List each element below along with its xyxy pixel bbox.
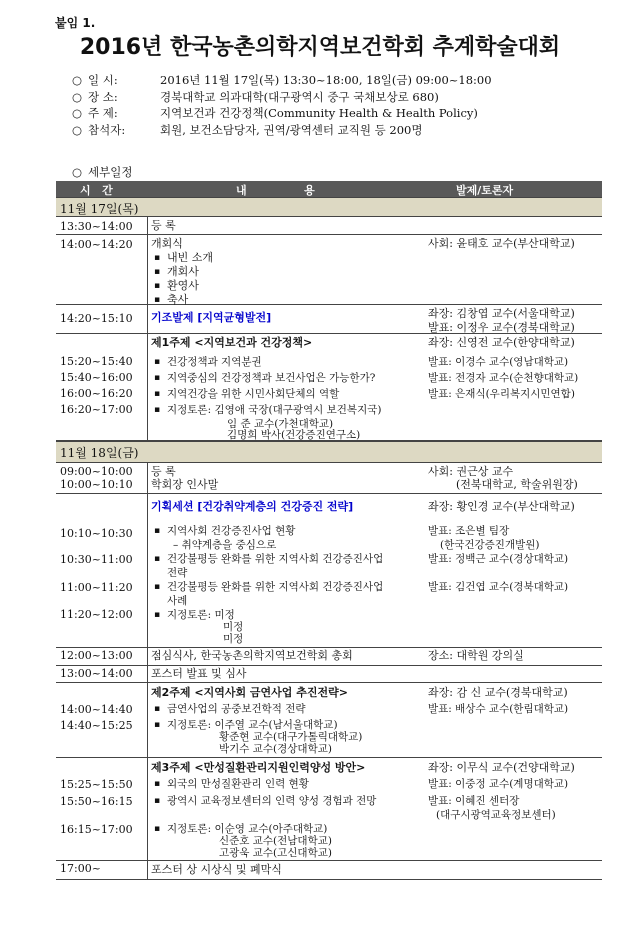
chair: 좌장: 이무식 교수(건양대학교) bbox=[428, 761, 575, 774]
chair: 좌장: 감 신 교수(경북대학교) bbox=[428, 686, 568, 699]
session-title: 기획세션 [건강취약계층의 건강증진 전략] bbox=[151, 500, 354, 513]
discussant: 신준호 교수(전남대학교) bbox=[219, 835, 332, 847]
detail-label: 세부일정 bbox=[88, 165, 133, 179]
day-header-1: 11월 17일(목) bbox=[56, 197, 602, 217]
row-speaker: 장소: 대학원 강의실 bbox=[428, 649, 524, 662]
discussants: ▪ 지정토론: 이주열 교수(남서울대학교) bbox=[151, 718, 419, 732]
row-time: 17:00~ bbox=[60, 862, 101, 875]
session-title: 제1주제 <지역보건과 건강정책> bbox=[151, 336, 313, 349]
list-item: ▪ 축사 bbox=[151, 293, 419, 307]
discussant: 김명희 박사(건강증진연구소) bbox=[227, 429, 361, 441]
row-time: 13:00~14:00 bbox=[60, 667, 133, 680]
row-time: 14:00~14:40 bbox=[60, 703, 133, 716]
list-item: ▪ 건강불평등 완화를 위한 지역사회 건강증진사업 전략 bbox=[151, 552, 419, 580]
presenter: 발표: 배상수 교수(한림대학교) bbox=[428, 703, 569, 715]
discussant: 황준현 교수(대구가톨릭대학교) bbox=[219, 731, 363, 743]
list-item: ▪ 지역사회 건강증진사업 현황 – 취약계층을 중심으로 bbox=[151, 524, 419, 552]
opening-list bbox=[151, 251, 419, 307]
row-time: 15:20~15:40 bbox=[60, 355, 133, 368]
presenter: 발표: 조은별 팀장 (한국건강증진개발원) bbox=[428, 525, 540, 551]
discussants: ▪ 지정토론: 김영애 국장(대구광역시 보건복지국) bbox=[151, 403, 419, 417]
circle-bullet: ○ bbox=[72, 89, 83, 104]
detail-schedule-heading bbox=[72, 164, 132, 180]
list-item: ▪ 건강정책과 지역분권 bbox=[151, 355, 419, 369]
row-content bbox=[151, 237, 419, 307]
row-time: 11:20~12:00 bbox=[60, 608, 133, 621]
row-time: 15:40~16:00 bbox=[60, 371, 133, 384]
list-item: ▪ 개회사 bbox=[151, 265, 419, 279]
header-content: 내 용 bbox=[236, 184, 315, 197]
discussant: 미정 bbox=[223, 621, 244, 633]
time-line: 10:00~10:10 bbox=[60, 478, 133, 491]
chair: 좌장: 김창엽 교수(서울대학교) bbox=[428, 307, 575, 320]
list-item: ▪ 외국의 만성질환관리 인력 현황 bbox=[151, 777, 419, 791]
info-date bbox=[72, 72, 492, 89]
chair: 좌장: 황인경 교수(부산대학교) bbox=[428, 500, 575, 513]
annex-label: 붙임 1. bbox=[55, 16, 96, 30]
row-time: 12:00~13:00 bbox=[60, 649, 133, 662]
circle-bullet: ○ bbox=[72, 73, 83, 87]
list-item: ▪ 지역중심의 건강정책과 보건사업은 가능한가? bbox=[151, 371, 419, 385]
row-time: 11:00~11:20 bbox=[60, 581, 133, 594]
list-item: ▪ 금연사업의 공중보건학적 전략 bbox=[151, 702, 419, 716]
table-row bbox=[56, 463, 602, 494]
row-time: 10:10~10:30 bbox=[60, 527, 133, 540]
row-time: 10:30~11:00 bbox=[60, 553, 133, 566]
table-row bbox=[56, 235, 602, 305]
row-content: 포스터 발표 및 심사 bbox=[151, 667, 247, 680]
chair: 좌장: 신영전 교수(한양대학교) bbox=[428, 336, 575, 349]
list-item: ▪ 광역시 교육정보센터의 인력 양성 경험과 전망 bbox=[151, 794, 419, 808]
discussants: ▪ 지정토론: 미정 bbox=[151, 608, 419, 622]
table-row bbox=[56, 666, 602, 683]
circle-bullet: ○ bbox=[72, 106, 83, 120]
row-speaker: 사회: 윤태호 교수(부산대학교) bbox=[428, 237, 575, 250]
list-item: ▪ 지역건강을 위한 시민사회단체의 역할 bbox=[151, 387, 419, 401]
row-time: 16:00~16:20 bbox=[60, 387, 133, 400]
header-speaker: 발제/토론자 bbox=[456, 184, 514, 197]
row-title: 개회식 bbox=[151, 237, 183, 250]
info-attendees bbox=[72, 122, 492, 139]
row-speaker bbox=[428, 465, 602, 491]
schedule-table bbox=[56, 181, 602, 880]
info-label: 참석자: bbox=[88, 122, 126, 137]
discussant: 고광욱 교수(고신대학교) bbox=[219, 847, 332, 859]
discussant: 박기수 교수(경상대학교) bbox=[219, 743, 332, 755]
presenter: 발표: 정백근 교수(경상대학교) bbox=[428, 553, 569, 565]
info-value: 지역보건과 건강정책(Community Health & Health Policy) bbox=[160, 106, 478, 120]
header-time: 시 간 bbox=[80, 184, 113, 197]
presenter: 발표: 이정우 교수(경북대학교) bbox=[428, 321, 575, 334]
row-time: 14:20~15:10 bbox=[60, 312, 133, 325]
table-row bbox=[56, 334, 602, 441]
info-value: 회원, 보건소담당자, 권역/광역센터 교직원 등 200명 bbox=[160, 122, 423, 137]
row-time: 16:15~17:00 bbox=[60, 823, 133, 836]
moderator-affil: (전북대학교, 학술위원장) bbox=[456, 478, 578, 491]
discussants: ▪ 지정토론: 이순영 교수(아주대학교) bbox=[151, 822, 419, 836]
row-time: 15:25~15:50 bbox=[60, 778, 133, 791]
table-row bbox=[56, 683, 602, 758]
moderator: 사회: 권근상 교수 bbox=[428, 465, 514, 478]
presenter: 발표: 이경수 교수(영남대학교) bbox=[428, 356, 569, 368]
discussant: 임 준 교수(가천대학교) bbox=[227, 418, 334, 430]
info-label: 장 소: bbox=[88, 89, 118, 104]
circle-bullet: ○ bbox=[72, 122, 83, 137]
row-time: 14:40~15:25 bbox=[60, 719, 133, 732]
row-content bbox=[151, 465, 419, 491]
row-time: 16:20~17:00 bbox=[60, 403, 133, 416]
content-line: 학회장 인사말 bbox=[151, 478, 219, 491]
event-info bbox=[72, 72, 492, 138]
time-line: 09:00~10:00 bbox=[60, 465, 133, 478]
row-time: 15:50~16:15 bbox=[60, 795, 133, 808]
row-content: 등 록 bbox=[151, 219, 176, 232]
list-item: ▪ 내빈 소개 bbox=[151, 251, 419, 265]
presenter: 발표: 전경자 교수(순천향대학교) bbox=[428, 372, 579, 384]
presenter: 발표: 은재식(우리복지시민연합) bbox=[428, 388, 575, 400]
info-label: 일 시: bbox=[88, 73, 118, 87]
row-time: 13:30~14:00 bbox=[60, 220, 133, 233]
table-header bbox=[56, 181, 602, 197]
presenter: 발표: 김건엽 교수(경북대학교) bbox=[428, 581, 569, 593]
list-item: ▪ 환영사 bbox=[151, 279, 419, 293]
circle-bullet: ○ bbox=[72, 165, 83, 179]
table-row bbox=[56, 494, 602, 648]
row-content: 점심식사, 한국농촌의학지역보건학회 총회 bbox=[151, 649, 353, 662]
info-value: 2016년 11월 17일(목) 13:30~18:00, 18일(금) 09:00~18:00 bbox=[160, 73, 492, 87]
table-row bbox=[56, 758, 602, 861]
day-header-2: 11월 18일(금) bbox=[56, 441, 602, 463]
discussant: 미정 bbox=[223, 633, 244, 645]
info-value: 경북대학교 의과대학(대구광역시 중구 국채보상로 680) bbox=[160, 89, 439, 104]
row-time bbox=[60, 465, 148, 491]
row-content: 포스터 상 시상식 및 폐막식 bbox=[151, 863, 282, 876]
session-title: 제3주제 <만성질환관리지원인력양성 방안> bbox=[151, 761, 366, 774]
info-label: 주 제: bbox=[88, 106, 118, 120]
row-speaker bbox=[428, 307, 602, 335]
table-row bbox=[56, 305, 602, 334]
table-row bbox=[56, 217, 602, 235]
table-row bbox=[56, 861, 602, 880]
info-theme bbox=[72, 105, 492, 122]
list-item: ▪ 건강불평등 완화를 위한 지역사회 건강증진사업 사례 bbox=[151, 580, 419, 608]
session-title: 제2주제 <지역사회 금연사업 추진전략> bbox=[151, 686, 348, 699]
session-title: 기조발제 [지역균형발전] bbox=[151, 311, 272, 324]
presenter: 발표: 이중정 교수(계명대학교) bbox=[428, 778, 569, 790]
page-title: 2016년 한국농촌의학지역보건학회 추계학술대회 bbox=[79, 35, 561, 60]
table-row bbox=[56, 648, 602, 666]
content-line: 등 록 bbox=[151, 465, 176, 478]
row-time: 14:00~14:20 bbox=[60, 238, 133, 251]
presenter: 발표: 이혜진 센터장 (대구시광역교육정보센터) bbox=[428, 795, 556, 821]
info-place bbox=[72, 89, 492, 106]
